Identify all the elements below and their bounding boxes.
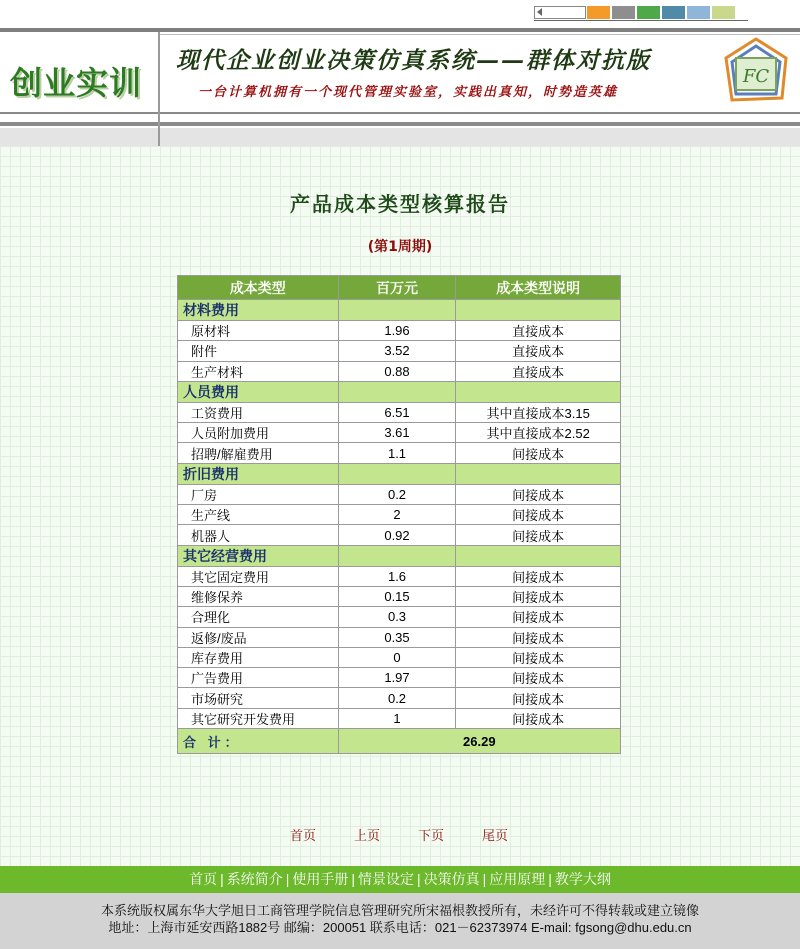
cost-item-value: 1 <box>338 708 456 728</box>
cost-item-name: 市场研究 <box>178 688 339 708</box>
cost-item-desc: 间接成本 <box>456 525 621 545</box>
cost-item-value: 6.51 <box>338 402 456 422</box>
footer <box>0 893 800 949</box>
fc-logo-icon <box>722 36 790 106</box>
header-divider <box>158 32 160 146</box>
cost-item-desc: 间接成本 <box>456 708 621 728</box>
system-title: 现代企业创业决策仿真系统——群体对抗版 <box>176 47 651 74</box>
table-row <box>178 708 621 728</box>
table-row <box>178 627 621 647</box>
table-row <box>178 525 621 545</box>
cost-item-name: 招聘/解雇费用 <box>178 443 339 463</box>
cost-item-name: 维修保养 <box>178 586 339 606</box>
cost-item-name: 其它固定费用 <box>178 566 339 586</box>
cost-item-desc: 间接成本 <box>456 688 621 708</box>
total-label: 合 计： <box>178 729 339 754</box>
last-page-link[interactable]: 尾页 <box>482 829 509 844</box>
category-empty-cell <box>456 463 621 484</box>
cost-item-value: 0 <box>338 647 456 667</box>
category-name: 材料费用 <box>178 300 339 321</box>
table-row <box>178 607 621 627</box>
cost-item-desc: 间接成本 <box>456 484 621 504</box>
category-empty-cell <box>456 300 621 321</box>
cost-item-name: 合理化 <box>178 607 339 627</box>
cost-item-desc: 间接成本 <box>456 627 621 647</box>
nav-link[interactable]: 首页 <box>189 871 218 887</box>
cost-item-value: 0.2 <box>338 688 456 708</box>
cost-item-desc: 间接成本 <box>456 607 621 627</box>
header-lower-bar <box>0 122 800 126</box>
nav-link[interactable]: 使用手册 <box>292 871 349 887</box>
category-empty-cell <box>338 381 456 402</box>
category-name: 其它经营费用 <box>178 545 339 566</box>
table-row <box>178 688 621 708</box>
cost-item-desc: 间接成本 <box>456 566 621 586</box>
cost-item-name: 工资费用 <box>178 402 339 422</box>
cost-item-value: 0.88 <box>338 361 456 381</box>
theme-scroller[interactable] <box>534 6 586 19</box>
nav-link[interactable]: 教学大纲 <box>554 871 611 887</box>
category-empty-cell <box>338 300 456 321</box>
cost-item-name: 广告费用 <box>178 668 339 688</box>
cost-item-name: 其它研究开发费用 <box>178 708 339 728</box>
nav-link[interactable]: 应用原理 <box>489 871 546 887</box>
nav-link[interactable]: 情景设定 <box>358 871 414 887</box>
cost-item-desc: 直接成本 <box>456 321 621 341</box>
cost-item-desc: 其中直接成本2.52 <box>456 423 621 443</box>
theme-swatch[interactable] <box>587 6 610 19</box>
cost-item-value: 0.2 <box>338 484 456 504</box>
category-row <box>178 300 621 321</box>
site-header <box>0 28 800 146</box>
cost-item-value: 1.6 <box>338 566 456 586</box>
logo-text: 创业实训 <box>10 64 143 102</box>
cost-item-desc: 间接成本 <box>456 443 621 463</box>
cost-item-desc: 间接成本 <box>456 586 621 606</box>
nav-separator: | <box>220 871 224 887</box>
report-title: 产品成本类型核算报告 <box>290 192 510 216</box>
cost-item-value: 3.52 <box>338 341 456 361</box>
cost-item-value: 0.92 <box>338 525 456 545</box>
cost-item-desc: 直接成本 <box>456 341 621 361</box>
nav-separator: | <box>417 871 421 887</box>
table-row <box>178 402 621 422</box>
column-header-type: 成本类型 <box>178 276 339 300</box>
cost-item-desc: 间接成本 <box>456 647 621 667</box>
cost-report-table <box>177 275 621 754</box>
fc-logo-text: FC <box>742 66 770 87</box>
cost-item-desc: 其中直接成本3.15 <box>456 402 621 422</box>
theme-swatch[interactable] <box>712 6 735 19</box>
table-row <box>178 361 621 381</box>
cost-item-desc: 间接成本 <box>456 505 621 525</box>
copyright-text: 本系统版权属东华大学旭日工商管理学院信息管理研究所宋福根教授所有，未经许可不得转载或建立镜像 <box>100 903 699 918</box>
cost-item-name: 返修/废品 <box>178 627 339 647</box>
theme-strip <box>0 0 800 28</box>
category-empty-cell <box>456 381 621 402</box>
table-row <box>178 505 621 525</box>
cost-item-name: 生产材料 <box>178 361 339 381</box>
table-row <box>178 341 621 361</box>
system-slogan: 一台计算机拥有一个现代管理实验室，实践出真知，时势造英雄 <box>198 85 619 100</box>
logo[interactable] <box>0 32 158 112</box>
header-mid-line <box>0 112 800 114</box>
cost-item-name: 人员附加费用 <box>178 423 339 443</box>
cost-item-value: 0.15 <box>338 586 456 606</box>
table-header-row <box>178 276 621 300</box>
cost-item-value: 2 <box>338 505 456 525</box>
nav-separator: | <box>351 871 355 887</box>
category-empty-cell <box>338 463 456 484</box>
cost-item-value: 1.97 <box>338 668 456 688</box>
category-name: 折旧费用 <box>178 463 339 484</box>
theme-swatch[interactable] <box>662 6 685 19</box>
table-row <box>178 321 621 341</box>
theme-swatch[interactable] <box>612 6 635 19</box>
nav-separator: | <box>548 871 552 887</box>
nav-link[interactable]: 决策仿真 <box>423 871 480 887</box>
cost-item-name: 厂房 <box>178 484 339 504</box>
header-bottom-band <box>0 128 800 146</box>
category-row <box>178 381 621 402</box>
footer-nav <box>0 866 800 893</box>
cost-item-name: 附件 <box>178 341 339 361</box>
table-row <box>178 443 621 463</box>
first-page-link[interactable]: 首页 <box>290 829 317 844</box>
category-empty-cell <box>338 545 456 566</box>
category-row <box>178 463 621 484</box>
report-period: (第1周期) <box>367 239 433 255</box>
nav-link[interactable]: 系统简介 <box>226 871 283 887</box>
prev-page-link[interactable]: 上页 <box>354 829 381 844</box>
cost-item-name: 原材料 <box>178 321 339 341</box>
nav-separator: | <box>482 871 487 887</box>
table-row <box>178 668 621 688</box>
cost-item-name: 机器人 <box>178 525 339 545</box>
table-row <box>178 586 621 606</box>
category-name: 人员费用 <box>178 381 339 402</box>
cost-item-name: 生产线 <box>178 505 339 525</box>
table-row <box>178 566 621 586</box>
category-empty-cell <box>456 545 621 566</box>
cost-item-value: 1.1 <box>338 443 456 463</box>
cost-item-desc: 间接成本 <box>456 668 621 688</box>
theme-swatch[interactable] <box>637 6 660 19</box>
table-row <box>178 647 621 667</box>
nav-separator: | <box>285 871 290 887</box>
next-page-link[interactable]: 下页 <box>418 829 445 844</box>
cost-item-name: 库存费用 <box>178 647 339 667</box>
cost-item-value: 0.3 <box>338 607 456 627</box>
main-content <box>0 146 800 866</box>
cost-item-value: 0.35 <box>338 627 456 647</box>
category-row <box>178 545 621 566</box>
column-header-amount: 百万元 <box>338 276 456 300</box>
cost-item-value: 1.96 <box>338 321 456 341</box>
total-row <box>178 729 621 754</box>
cost-item-desc: 直接成本 <box>456 361 621 381</box>
column-header-desc: 成本类型说明 <box>456 276 621 300</box>
total-value: 26.29 <box>338 729 620 754</box>
scroll-left-icon[interactable] <box>537 8 542 16</box>
theme-swatch[interactable] <box>687 6 710 19</box>
contact-text: 地址：上海市延安西路1882号 邮编：200051 联系电话：021－62373974 E-mail: fgsong@dhu.edu.cn <box>108 920 692 935</box>
table-row <box>178 484 621 504</box>
swatch-underline <box>534 20 748 21</box>
cost-item-value: 3.61 <box>338 423 456 443</box>
table-row <box>178 423 621 443</box>
